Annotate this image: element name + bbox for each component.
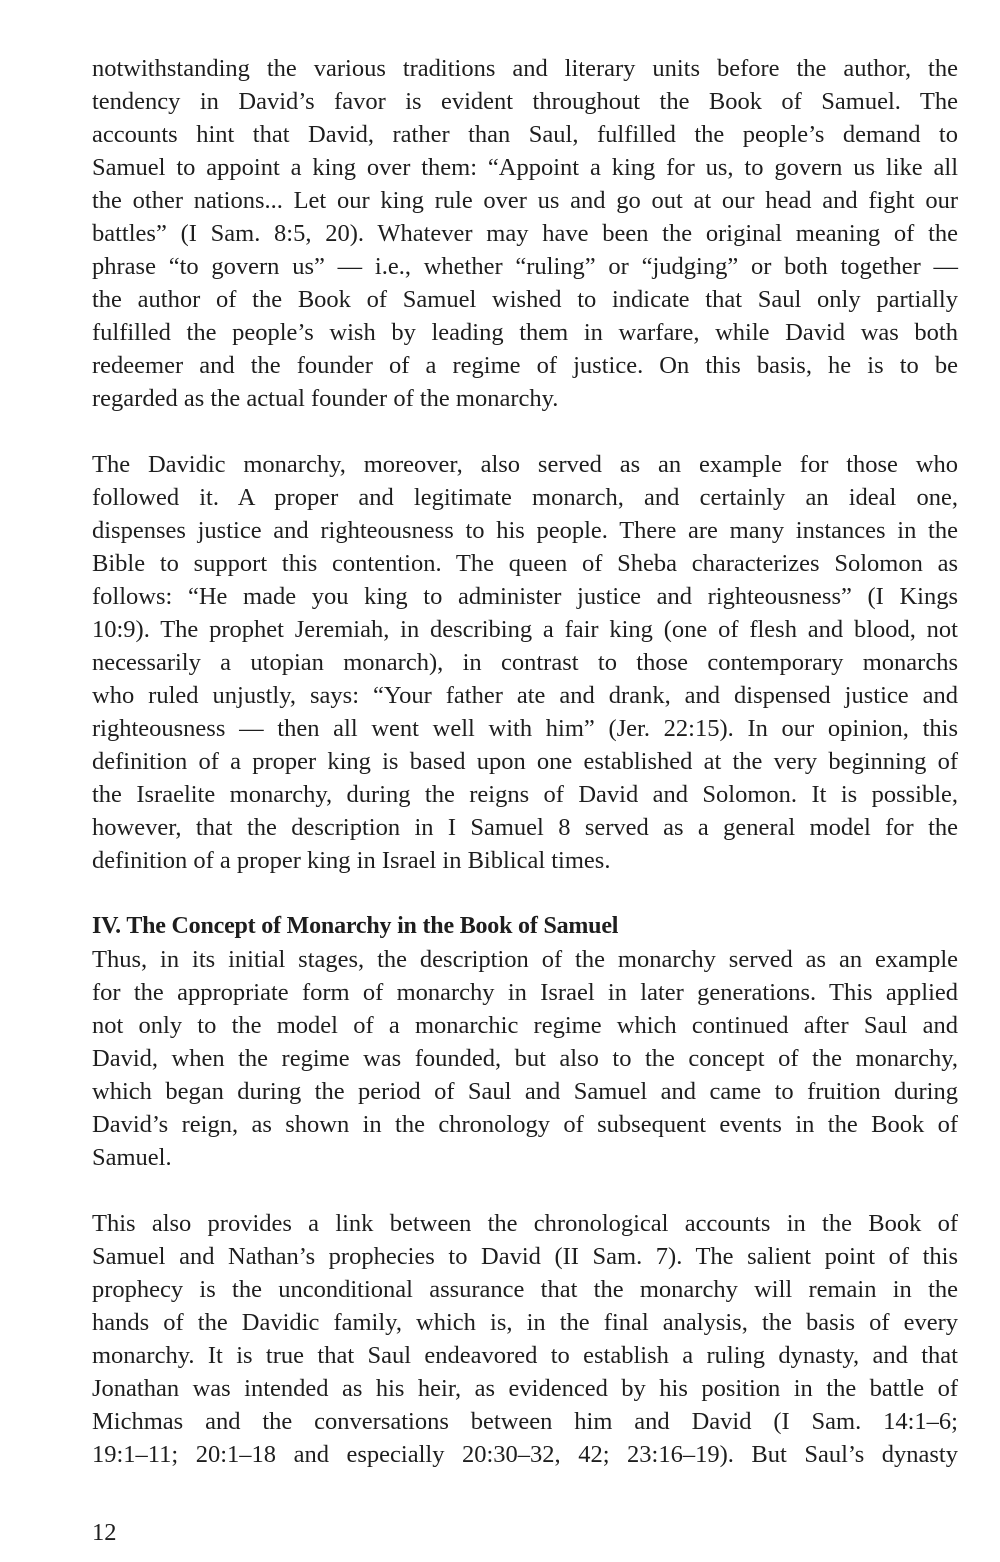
text-line: prophecy is the unconditional assurance that the monarchy will remain in the: [92, 1276, 958, 1303]
paragraph-spacer: [92, 1174, 958, 1207]
text-line: David’s reign, as shown in the chronology of subsequent events in the Book of: [92, 1111, 958, 1138]
text-line: the Israelite monarchy, during the reigns of David and Solomon. It is possible,: [92, 781, 958, 808]
text-line: Samuel to appoint a king over them: “Appoint a king for us, to govern us like all: [92, 154, 958, 181]
text-line: followed it. A proper and legitimate monarch, and certainly an ideal one,: [92, 484, 958, 511]
paragraph-nathan-prophecy: [92, 1207, 958, 1471]
text-line: redeemer and the founder of a regime of justice. On this basis, he is to be: [92, 352, 958, 379]
text-line: David, when the regime was founded, but also to the concept of the monarchy,: [92, 1045, 958, 1072]
text-line: Bible to support this contention. The queen of Sheba characterizes Solomon as: [92, 550, 958, 577]
text-line: who ruled unjustly, says: “Your father ate and drank, and dispensed justice and: [92, 682, 958, 709]
paragraph-davids-favor: [92, 52, 958, 415]
text-line: definition of a proper king is based upon one established at the very beginning of: [92, 748, 958, 775]
paragraph-spacer: [92, 415, 958, 448]
text-line: follows: “He made you king to administer justice and righteousness” (I Kings: [92, 583, 958, 610]
text-line: dispenses justice and righteousness to his people. There are many instances in the: [92, 517, 958, 544]
text-line: the other nations... Let our king rule over us and go out at our head and fight our: [92, 187, 958, 214]
text-line: battles” (I Sam. 8:5, 20). Whatever may have been the original meaning of the: [92, 220, 958, 247]
paragraph-davidic-example: [92, 448, 958, 877]
text-line: however, that the description in I Samuel 8 served as a general model for the: [92, 814, 958, 841]
paragraph-spacer: [92, 877, 958, 910]
page-number: 12: [92, 1519, 117, 1546]
text-line: necessarily a utopian monarch), in contrast to those contemporary monarchs: [92, 649, 958, 676]
text-line: not only to the model of a monarchic regime which continued after Saul and: [92, 1012, 958, 1039]
text-line: hands of the Davidic family, which is, in the final analysis, the basis of every: [92, 1309, 958, 1336]
section-heading: IV. The Concept of Monarchy in the Book of Samuel: [92, 913, 619, 939]
text-line: 10:9). The prophet Jeremiah, in describing a fair king (one of flesh and blood, not: [92, 616, 958, 643]
text-line: The Davidic monarchy, moreover, also served as an example for those who: [92, 451, 958, 478]
text-line: monarchy. It is true that Saul endeavored to establish a ruling dynasty, and that: [92, 1342, 958, 1369]
text-line: notwithstanding the various traditions and literary units before the author, the: [92, 55, 958, 82]
paragraph-initial-stages: [92, 943, 958, 1174]
book-page: [92, 52, 958, 1471]
text-line: tendency in David’s favor is evident throughout the Book of Samuel. The: [92, 88, 958, 115]
text-line: 19:1–11; 20:1–18 and especially 20:30–32, 42; 23:16–19). But Saul’s dynasty: [92, 1441, 958, 1468]
text-line: Thus, in its initial stages, the description of the monarchy served as an example: [92, 946, 958, 973]
text-line: fulfilled the people’s wish by leading them in warfare, while David was both: [92, 319, 958, 346]
text-line: This also provides a link between the chronological accounts in the Book of: [92, 1210, 958, 1237]
text-line: definition of a proper king in Israel in Biblical times.: [92, 847, 611, 874]
text-line: phrase “to govern us” — i.e., whether “ruling” or “judging” or both together —: [92, 253, 958, 280]
text-line: which began during the period of Saul and Samuel and came to fruition during: [92, 1078, 958, 1105]
text-line: Jonathan was intended as his heir, as evidenced by his position in the battle of: [92, 1375, 958, 1402]
text-line: righteousness — then all went well with him” (Jer. 22:15). In our opinion, this: [92, 715, 958, 742]
text-line: Samuel and Nathan’s prophecies to David (II Sam. 7). The salient point of this: [92, 1243, 958, 1270]
section-iv: [92, 910, 958, 1471]
text-line: Samuel.: [92, 1144, 172, 1171]
text-line: Michmas and the conversations between him and David (I Sam. 14:1–6;: [92, 1408, 958, 1435]
text-line: regarded as the actual founder of the monarchy.: [92, 385, 559, 412]
text-line: for the appropriate form of monarchy in Israel in later generations. This applied: [92, 979, 958, 1006]
text-line: accounts hint that David, rather than Saul, fulfilled the people’s demand to: [92, 121, 958, 148]
text-line: the author of the Book of Samuel wished to indicate that Saul only partially: [92, 286, 958, 313]
